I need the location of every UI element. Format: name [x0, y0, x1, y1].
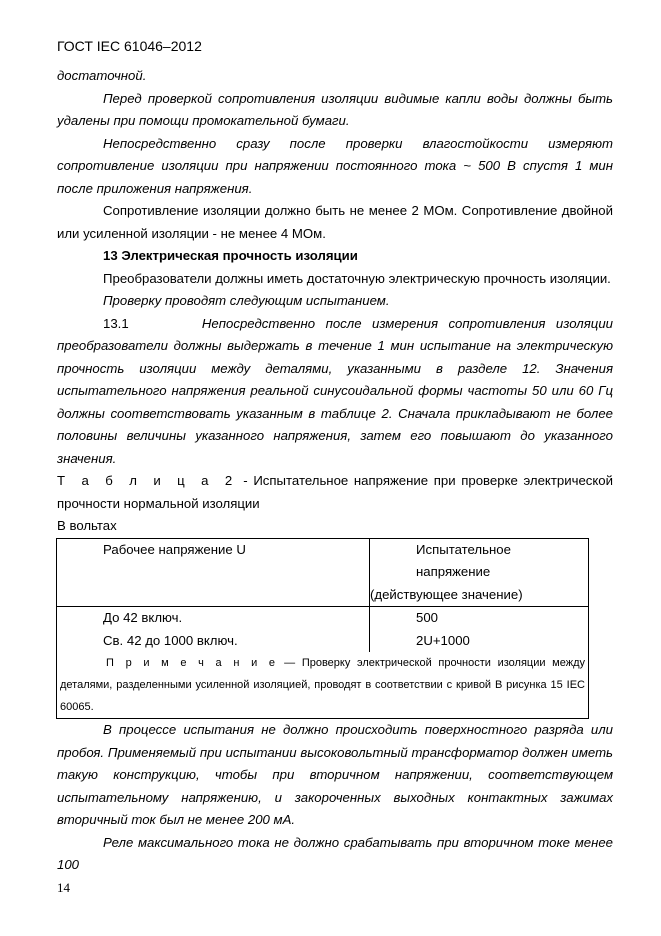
note-text: — Проверку электрической прочности изоляции между деталями, разделенными усиленной изоляцией, проводят в соответствии с кривой В рисунка 15 IEC 60065.	[60, 657, 585, 713]
table-note-row	[57, 652, 589, 719]
table-header-row	[57, 538, 589, 607]
clause-text: Непосредственно после измерения сопротивления изоляции преобразователи должны выдержать в течение 1 мин испытание на электрическую прочность изоляции между деталями, указанными в разделе 12. Значения испытательного напряжения реальной синусоидальной формы частоты 50 или 60 Гц должны соответствовать указанным в таблице 2. Сначала прикладывают не более половины величины указанного напряжения, затем его повышают до указанного значения.	[57, 315, 613, 466]
working-voltage-cell: Св. 42 до 1000 включ.	[57, 630, 370, 653]
table-row	[57, 630, 589, 653]
document-header: ГОСТ IEC 61046–2012	[57, 38, 202, 54]
paragraph-drying: Перед проверкой сопротивления изоляции видимые капли воды должны быть удалены при помощи промокательной бумаги.	[57, 90, 613, 128]
test-voltage-cell: 500	[370, 607, 589, 630]
note-label: П р и м е ч а н и е	[106, 657, 278, 669]
clause-number: 13.1	[103, 315, 129, 331]
test-voltage-header-line2: (действующее значение)	[370, 586, 523, 602]
paragraph-test-intro: Проверку проводят следующим испытанием.	[103, 293, 390, 308]
paragraph-requirement: Преобразователи должны иметь достаточную электрическую прочность изоляции.	[103, 270, 611, 286]
page-number: 14	[57, 880, 70, 895]
page-body	[57, 65, 613, 877]
test-voltage-header-line1: Испытательное напряжение	[416, 541, 511, 579]
working-voltage-cell: До 42 включ.	[57, 607, 370, 630]
paragraph-13-1	[57, 313, 613, 471]
table-caption-text: - Испытательное напряжение при проверке электрической прочности нормальной изоляции	[57, 473, 613, 511]
test-voltage-cell: 2U+1000	[370, 630, 589, 653]
paragraph-continuation: достаточной.	[57, 68, 147, 83]
table-row	[57, 607, 589, 630]
paragraph-relay: Реле максимального тока не должно срабатывать при вторичном токе менее 100	[57, 834, 613, 872]
col-working-voltage-header: Рабочее напряжение U	[57, 538, 370, 607]
voltage-table	[56, 538, 589, 720]
paragraph-resistance-limit: Сопротивление изоляции должно быть не менее 2 МОм. Сопротивление двойной или усиленной изоляции - не менее 4 МОм.	[57, 203, 613, 241]
table-caption-label: Т а б л и ц а 2	[57, 473, 238, 488]
table-note	[57, 652, 589, 719]
table-caption	[57, 470, 613, 515]
section-heading: 13 Электрическая прочность изоляции	[103, 248, 358, 263]
paragraph-discharge: В процессе испытания не должно происходить поверхностного разряда или пробоя. Применяемый при испытании высоковольтный трансформатор должен иметь такую конструкцию, чтобы при вторичном напряжении, соответствующем испытательному напряжению, и закороченных выходных контактных зажимах вторичный ток был не менее 200 мА.	[57, 722, 613, 827]
table-unit: В вольтах	[57, 518, 117, 533]
paragraph-resistance-measure: Непосредственно сразу после проверки влагостойкости измеряют сопротивление изоляции при напряжении постоянного тока ~ 500 В спустя 1 мин после приложения напряжения.	[57, 135, 613, 196]
col-test-voltage-header	[370, 538, 589, 607]
